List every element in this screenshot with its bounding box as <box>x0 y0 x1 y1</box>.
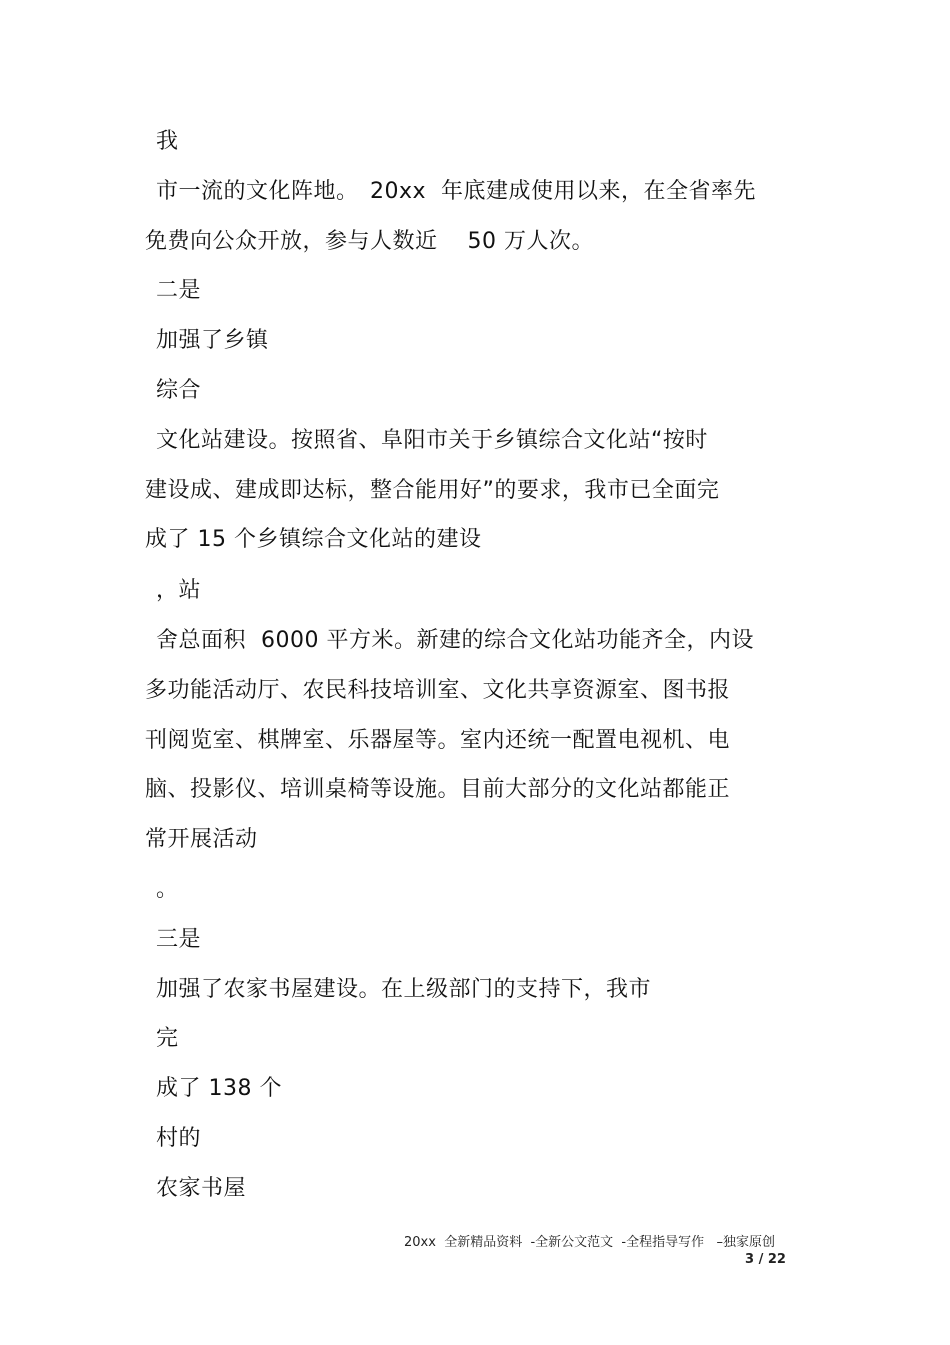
text-line: 我 <box>156 129 179 154</box>
text-line: 三是 <box>156 927 202 952</box>
text-line: 舍总面积 6000 平方米。新建的综合文化站功能齐全，内设 <box>156 628 754 653</box>
text-line: 二是 <box>156 278 202 303</box>
text-line: 建设成、建成即达标，整合能用好”的要求，我市已全面完 <box>145 478 720 503</box>
text-line: 加强了农家书屋建设。在上级部门的支持下，我市 <box>156 977 652 1002</box>
footer-tagline: 20xx 全新精品资料 -全新公文范文 -全程指导写作 –独家原创 <box>404 1235 776 1250</box>
page-number: 3 / 22 <box>745 1252 786 1267</box>
text-line: 多功能活动厅、农民科技培训室、文化共享资源室、图书报 <box>145 678 731 703</box>
text-line: 成了 138 个 <box>156 1076 282 1101</box>
text-line: 常开展活动 <box>145 827 258 852</box>
text-line: 村的 <box>156 1126 202 1151</box>
text-line: 综合 <box>156 378 202 403</box>
text-line: 。 <box>156 877 179 902</box>
text-line: 完 <box>156 1026 179 1051</box>
text-line: 刊阅览室、棋牌室、乐器屋等。室内还统一配置电视机、电 <box>145 728 731 753</box>
text-line: 免费向公众开放，参与人数近 50 万人次。 <box>145 229 594 254</box>
text-line: 农家书屋 <box>156 1176 247 1201</box>
text-line: ，站 <box>156 578 202 603</box>
text-line: 脑、投影仪、培训桌椅等设施。目前大部分的文化站都能正 <box>145 777 731 802</box>
text-line: 成了 15 个乡镇综合文化站的建设 <box>145 527 482 552</box>
text-line: 市一流的文化阵地。 20xx 年底建成使用以来，在全省率先 <box>156 179 757 204</box>
text-line: 文化站建设。按照省、阜阳市关于乡镇综合文化站“按时 <box>156 428 708 453</box>
text-line: 加强了乡镇 <box>156 328 269 353</box>
